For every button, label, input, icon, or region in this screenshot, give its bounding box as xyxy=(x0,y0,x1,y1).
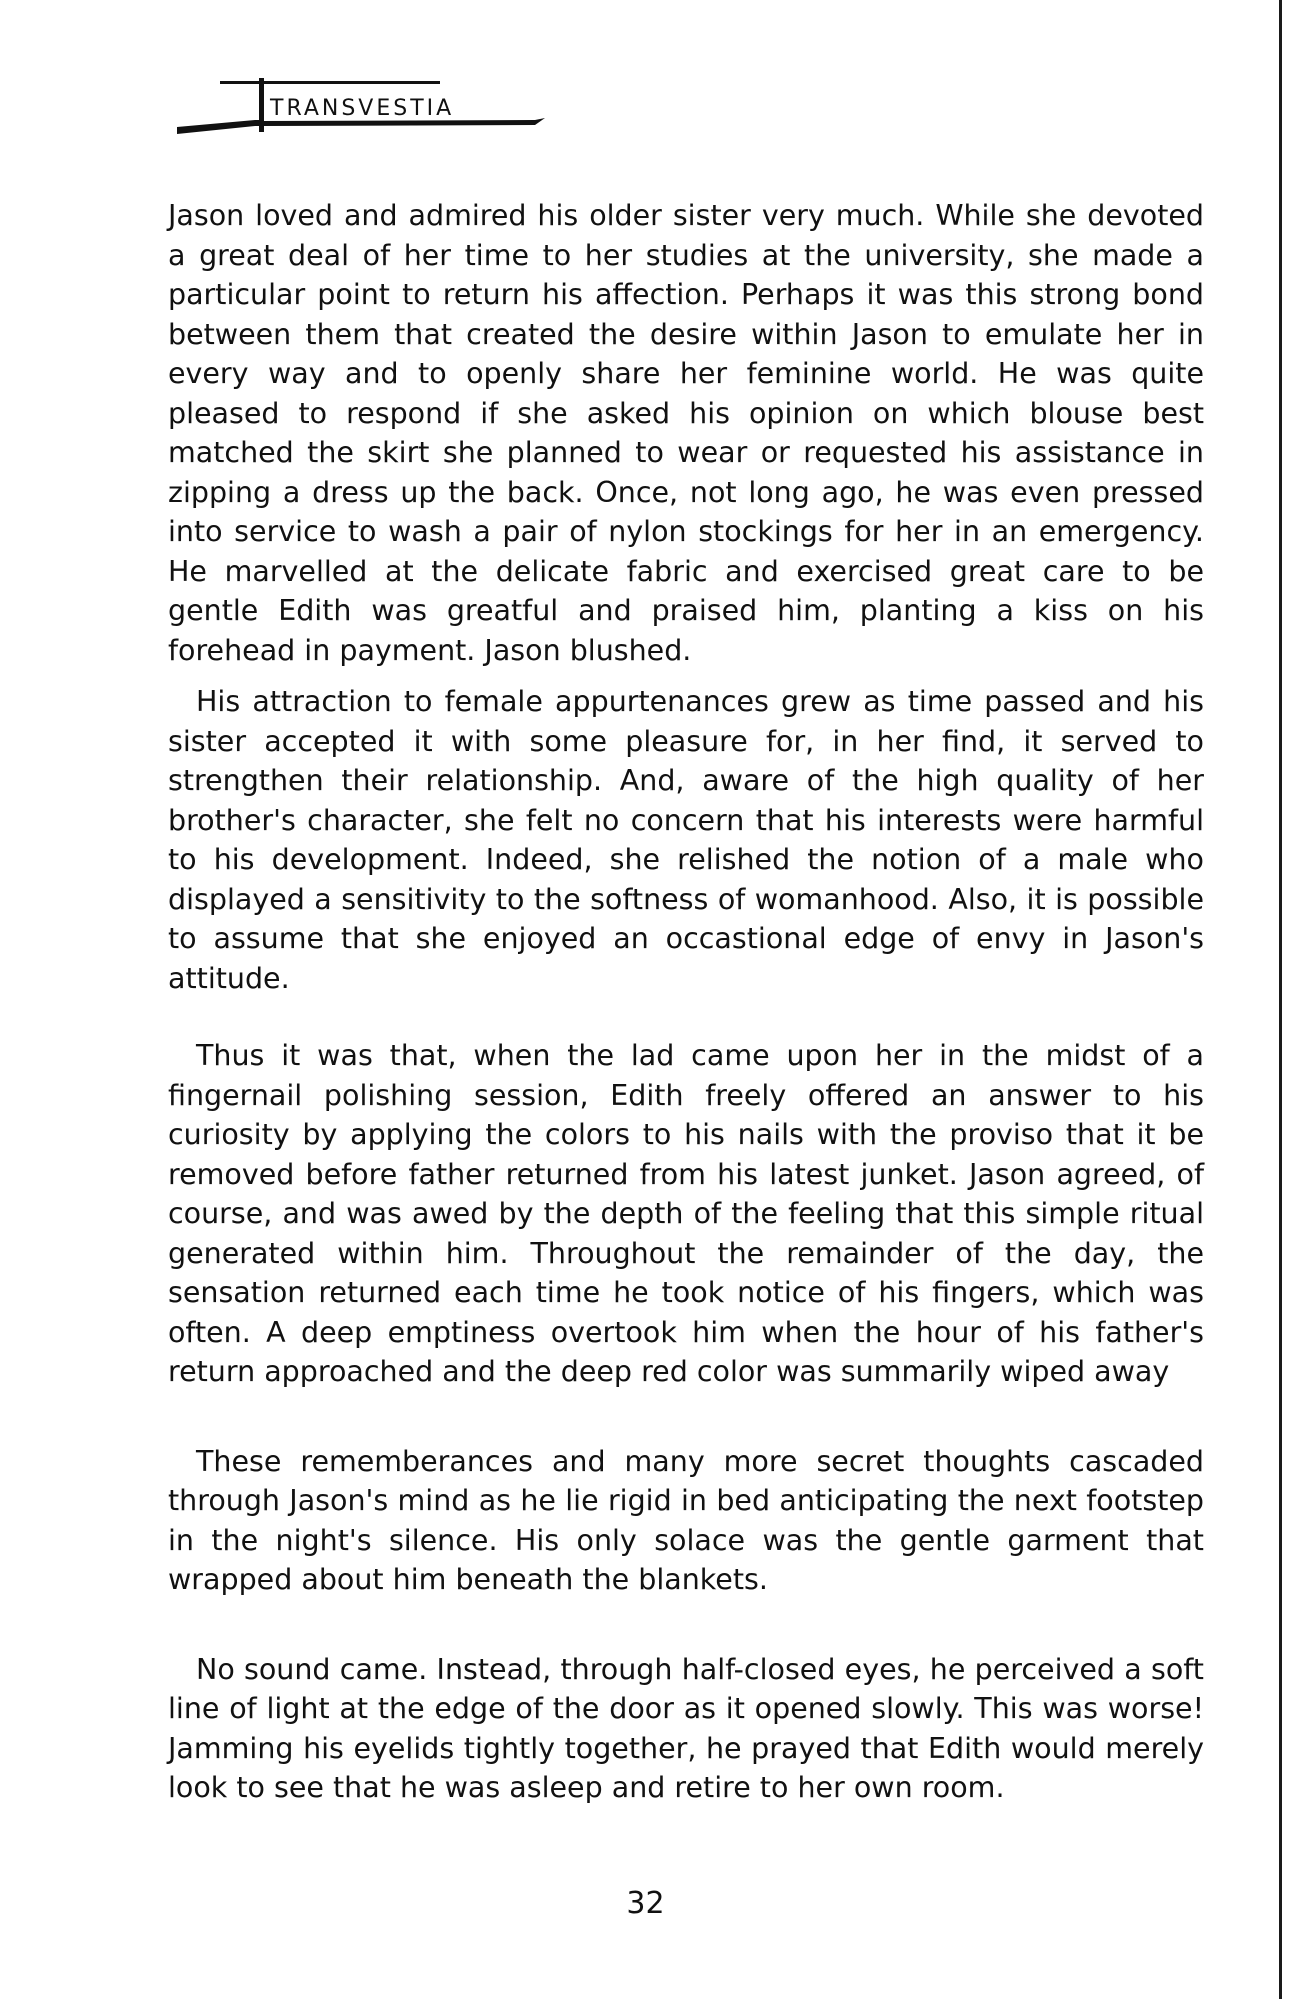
paragraph-5: No sound came. Instead, through half-closed eyes, he perceived a soft line of light at the edge of the door as it opened slowly. This was worse! Jamming his eyelids tightly together, he prayed that Edith would merely look to see that he was asleep and retire to her own room. xyxy=(168,1652,1204,1804)
page-number: 32 xyxy=(626,1886,665,1921)
paragraph-4: These rememberances and many more secret thoughts cascaded through Jason's mind as he lie rigid in bed anticipating the next footstep in the night's silence. His only solace was the gentle garment that wrapped about him beneath the blankets. xyxy=(168,1444,1204,1596)
page-edge-rule xyxy=(1279,0,1282,1999)
paragraph-2: His attraction to female appurtenances grew as time passed and his sister accepted it with some pleasure for, in her find, it served to strengthen their relationship. And, aware of the high quality of her brother's character, she felt no concern that his interests were harmful to his development. Indeed, she relished the notion of a male who displayed a sensitivity to the softness of womanhood. Also, it is possible to assume that she enjoyed an occastional edge of envy in Jason's attitude. xyxy=(168,685,1204,995)
masthead-title: TRANSVESTIA xyxy=(270,96,455,121)
paragraph-3: Thus it was that, when the lad came upon her in the midst of a fingernail polishing session, Edith freely offered an answer to his curiosity by applying the colors to his nails with the proviso that it be removed before father returned from his latest junket. Jason agreed, of course, and was awed by the depth of the feeling that this simple ritual generated within him. Throughout the remainder of the day, the sensation returned each time he took notice of his fingers, which was often. A deep emptiness overtook him when the hour of his father's return approached and the deep red color was summarily wiped away xyxy=(168,1039,1204,1388)
paragraph-1: Jason loved and admired his older sister very much. While she devoted a great deal of her time to her studies at the university, she made a particular point to return his affection. Perhaps it was this strong bond between them that created the desire within Jason to emulate her in every way and to openly share her feminine world. He was quite pleased to respond if she asked his opinion on which blouse best matched the skirt she planned to wear or requested his assistance in zipping a dress up the back. Once, not long ago, he was even pressed into service to wash a pair of nylon stockings for her in an emergency. He marvelled at the delicate fabric and exercised great care to be gentle Edith was greatful and praised him, planting a kiss on his forehead in payment. Jason blushed. xyxy=(168,199,1204,667)
masthead xyxy=(175,60,555,140)
article-body xyxy=(168,196,1204,1808)
